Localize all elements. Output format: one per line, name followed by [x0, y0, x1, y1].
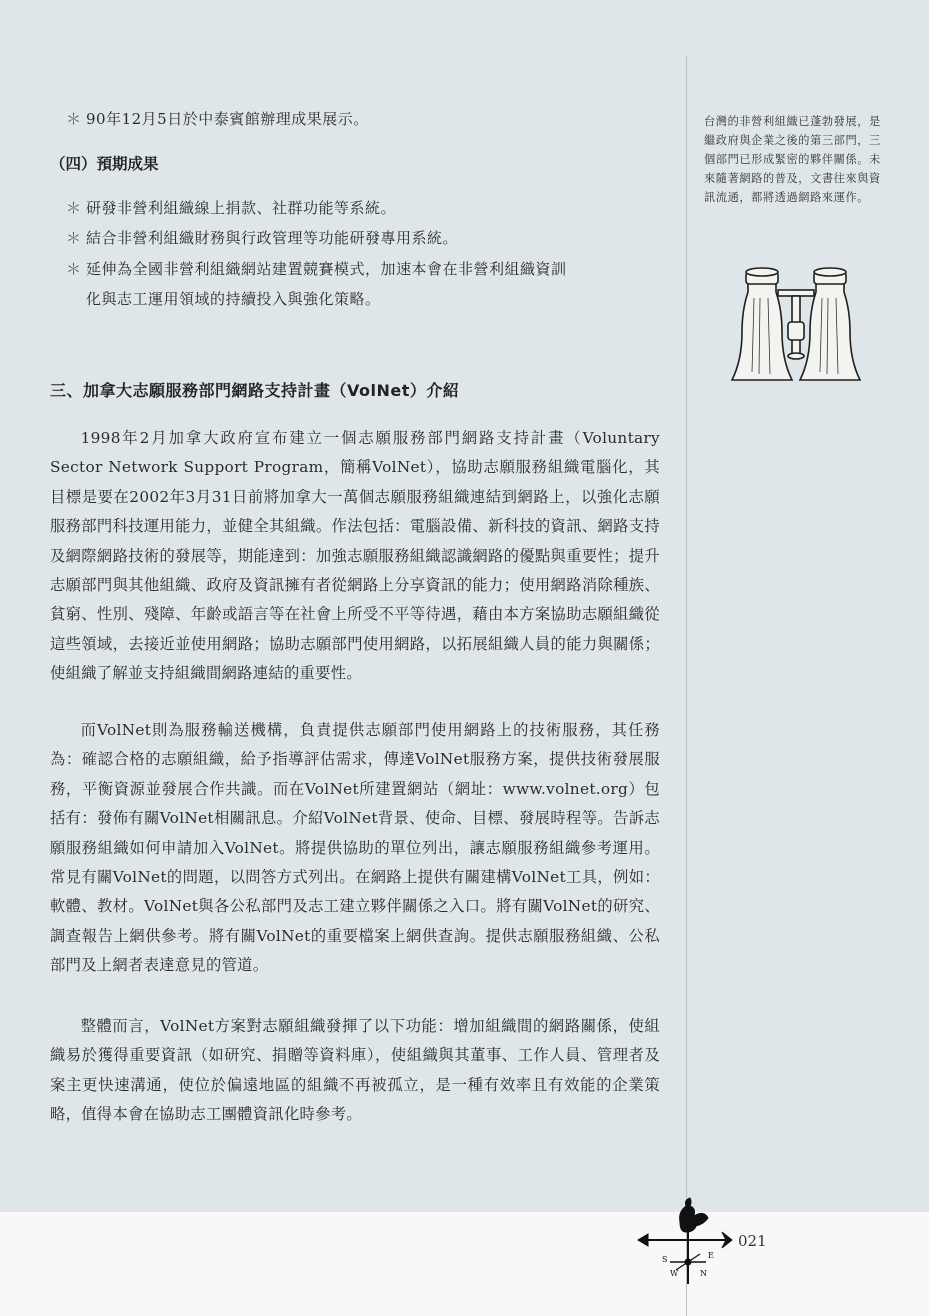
list-item-text: 結合非營利組織財務與行政管理等功能研發專用系統。	[86, 229, 459, 247]
svg-text:E: E	[708, 1251, 714, 1260]
bullet-symbol: ＊	[66, 260, 82, 278]
list-item	[66, 254, 666, 314]
svg-text:S: S	[662, 1255, 668, 1264]
list-item	[66, 193, 666, 223]
list-item-text-continued: 化與志工運用領域的持續投入與強化策略。	[86, 290, 381, 308]
section-heading: （四）預期成果	[50, 155, 159, 173]
footer-band	[0, 1212, 929, 1316]
list-item-text: 研發非營利組織線上捐款、社群功能等系統。	[86, 199, 397, 217]
paragraph: 1998年2月加拿大政府宣布建立一個志願服務部門網路支持計畫（Voluntary Sector Network Support Program，簡稱VolNet），協助志願服務組織電腦化，其目標是要在2002年3月31日前將加拿大一萬個志願服務組織連結到網路上，以強化志願服務部門科技運用能力，並健全其組織。作法包括：電腦設備、新科技的資訊、網路支持及網際網路技術的發展等，期能達到：加強志願服務組織認識網路的優點與重要性；提升志願部門與其他組織、政府及資訊擁有者從網路上分享資訊的能力；使用網路消除種族、貧窮、性別、殘障、年齡或語言等在社會上所受不平等待遇，藉由本方案協助志願組織從這些領域，去接近並使用網路；協助志願部門使用網路，以拓展組織人員的能力與關係；使組織了解並支持組織間網路連結的重要性。	[50, 429, 660, 683]
list-item	[66, 223, 666, 253]
svg-text:W: W	[670, 1269, 679, 1278]
svg-text:N: N	[700, 1269, 707, 1278]
bullet-symbol: ＊	[66, 229, 82, 247]
list-item-text: 90年12月5日於中泰賓館辦理成果展示。	[86, 110, 369, 128]
list-item	[66, 104, 666, 134]
weathervane-icon	[636, 1196, 736, 1290]
binoculars-icon	[726, 262, 866, 394]
column-divider	[686, 56, 687, 1316]
bullet-symbol: ＊	[66, 110, 82, 128]
sidebar-note: 台灣的非營利組織已蓬勃發展，是繼政府與企業之後的第三部門，三個部門已形成緊密的夥伴關係。未來隨著網路的普及，文書往來與資訊流通，都將透過網路來運作。	[704, 115, 881, 204]
paragraph: 整體而言，VolNet方案對志願組織發揮了以下功能：增加組織間的網路關係，使組織易於獲得重要資訊（如研究、捐贈等資料庫），使組織與其董事、工作人員、管理者及案主更快速溝通，使位於偏遠地區的組織不再被孤立，是一種有效率且有效能的企業策略，值得本會在協助志工團體資訊化時參考。	[50, 1017, 660, 1124]
section-heading: 三、加拿大志願服務部門網路支持計畫（VolNet）介紹	[50, 381, 460, 400]
paragraph: 而VolNet則為服務輸送機構，負責提供志願部門使用網路上的技術服務，其任務為：確認合格的志願組織，給予指導評估需求，傳達VolNet服務方案，提供技術發展服務，平衡資源並發展合作共識。而在VolNet所建置網站（網址：www.volnet.org）包括有：發佈有關VolNet相關訊息。介紹VolNet背景、使命、目標、發展時程等。告訴志願服務組織如何申請加入VolNet。將提供協助的單位列出，讓志願服務組織參考運用。常見有關VolNet的問題，以問答方式列出。在網路上提供有關建構VolNet工具，例如：軟體、教材。VolNet與各公私部門及志工建立夥伴關係之入口。將有關VolNet的研究、調查報告上網供參考。將有關VolNet的重要檔案上網供查詢。提供志願服務組織、公私部門及上網者表達意見的管道。	[50, 721, 660, 975]
bullet-symbol: ＊	[66, 199, 82, 217]
list-item-text: 延伸為全國非營利組織網站建置競賽模式，加速本會在非營利組織資訓	[86, 260, 567, 278]
page-number: 021	[738, 1232, 767, 1250]
